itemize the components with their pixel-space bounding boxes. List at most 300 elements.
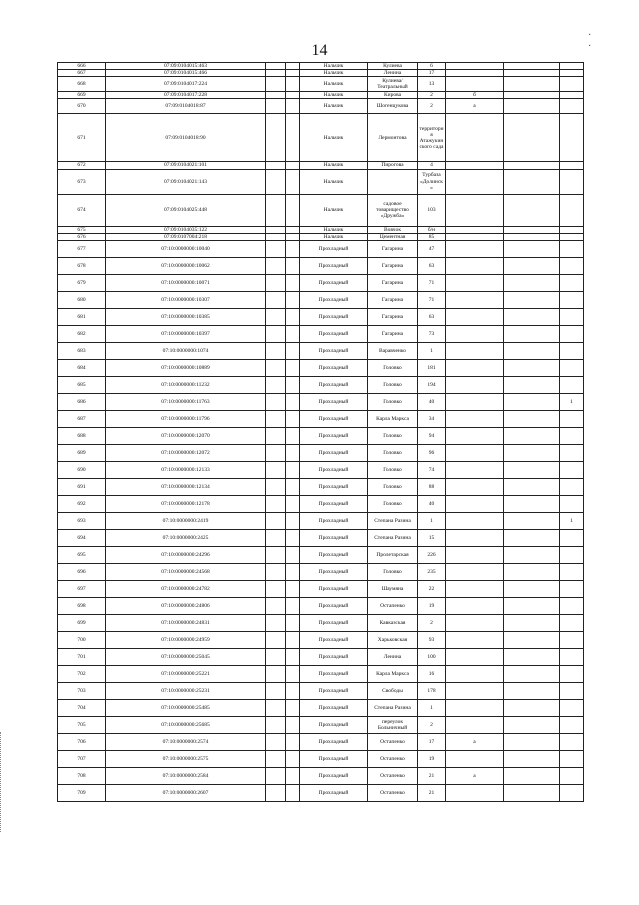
empty-cell: [266, 529, 286, 546]
house-number-cell: 63: [418, 308, 446, 325]
locality-cell: Нальчик: [300, 169, 368, 194]
street-cell: Гагарина: [368, 257, 418, 274]
extra-cell: [504, 546, 560, 563]
cadastral-number: 07:09:0104017:228: [106, 92, 266, 99]
cadastral-number: 07:10:0000000:24806: [106, 597, 266, 614]
extra-cell: [504, 648, 560, 665]
extra-cell: [504, 767, 560, 784]
row-number: 707: [58, 750, 106, 767]
table-row: [58, 597, 584, 614]
apartment-cell: [560, 495, 584, 512]
table-row: [58, 427, 584, 444]
empty-cell: [286, 512, 300, 529]
extra-cell: [504, 495, 560, 512]
apartment-cell: [560, 767, 584, 784]
street-cell: Вовчок: [368, 226, 418, 233]
scan-artifact-dots: · ·: [588, 30, 612, 52]
empty-cell: [266, 631, 286, 648]
cadastral-number: 07:10:0000000:11763: [106, 393, 266, 410]
table-row: [58, 291, 584, 308]
empty-cell: [286, 495, 300, 512]
row-number: 693: [58, 512, 106, 529]
street-cell: Ленина: [368, 70, 418, 77]
table-row: [58, 77, 584, 92]
empty-cell: [286, 359, 300, 376]
empty-cell: [286, 444, 300, 461]
empty-cell: [286, 342, 300, 359]
row-number: 680: [58, 291, 106, 308]
cadastral-number: 07:09:0104035:122: [106, 226, 266, 233]
table-row: [58, 529, 584, 546]
street-cell: Головко: [368, 444, 418, 461]
locality-cell: Прохладный: [300, 716, 368, 733]
cadastral-number: 07:10:0000000:10889: [106, 359, 266, 376]
table-row: [58, 784, 584, 801]
extra-cell: [504, 478, 560, 495]
table-row: [58, 716, 584, 733]
locality-cell: Прохладный: [300, 308, 368, 325]
apartment-cell: [560, 410, 584, 427]
empty-cell: [286, 274, 300, 291]
empty-cell: [286, 70, 300, 77]
house-number-cell: территория Атажукинского сада: [418, 114, 446, 162]
empty-cell: [266, 750, 286, 767]
apartment-cell: [560, 546, 584, 563]
apartment-cell: [560, 563, 584, 580]
extra-cell: [504, 99, 560, 114]
locality-cell: Прохладный: [300, 512, 368, 529]
apartment-cell: [560, 682, 584, 699]
locality-cell: Нальчик: [300, 226, 368, 233]
street-cell: Степана Разина: [368, 529, 418, 546]
table-row: [58, 99, 584, 114]
apartment-cell: [560, 70, 584, 77]
empty-cell: [266, 427, 286, 444]
street-cell: переулок Больничный: [368, 716, 418, 733]
extra-cell: [504, 162, 560, 169]
extra-cell: [504, 77, 560, 92]
cadastral-number: 07:09:0104015:466: [106, 70, 266, 77]
empty-cell: [266, 63, 286, 70]
house-number-cell: 16: [418, 665, 446, 682]
empty-cell: [286, 308, 300, 325]
letter-cell: [446, 325, 504, 342]
table-row: [58, 393, 584, 410]
locality-cell: Прохладный: [300, 563, 368, 580]
letter-cell: [446, 665, 504, 682]
locality-cell: Прохладный: [300, 529, 368, 546]
locality-cell: Нальчик: [300, 77, 368, 92]
locality-cell: Нальчик: [300, 233, 368, 240]
empty-cell: [286, 461, 300, 478]
extra-cell: [504, 699, 560, 716]
registry-rows: [58, 63, 584, 802]
letter-cell: [446, 512, 504, 529]
house-number-cell: 74: [418, 461, 446, 478]
cadastral-number: 07:10:0000000:2419: [106, 512, 266, 529]
table-row: [58, 376, 584, 393]
cadastral-number: 07:10:0000000:24959: [106, 631, 266, 648]
apartment-cell: [560, 648, 584, 665]
extra-cell: [504, 70, 560, 77]
extra-cell: [504, 257, 560, 274]
empty-cell: [266, 226, 286, 233]
extra-cell: [504, 427, 560, 444]
letter-cell: [446, 393, 504, 410]
house-number-cell: 100: [418, 648, 446, 665]
apartment-cell: [560, 99, 584, 114]
cadastral-number: 07:10:0000000:24296: [106, 546, 266, 563]
row-number: 682: [58, 325, 106, 342]
letter-cell: [446, 444, 504, 461]
cadastral-number: 07:10:0000000:2607: [106, 784, 266, 801]
row-number: 683: [58, 342, 106, 359]
empty-cell: [266, 444, 286, 461]
table-row: [58, 495, 584, 512]
street-cell: Головко: [368, 393, 418, 410]
extra-cell: [504, 682, 560, 699]
cadastral-number: 07:09:0104017:224: [106, 77, 266, 92]
empty-cell: [266, 194, 286, 226]
house-number-cell: 21: [418, 767, 446, 784]
house-number-cell: 17: [418, 733, 446, 750]
locality-cell: Прохладный: [300, 342, 368, 359]
cadastral-number: 07:10:0000000:10397: [106, 325, 266, 342]
extra-cell: [504, 359, 560, 376]
house-number-cell: 1: [418, 512, 446, 529]
locality-cell: Нальчик: [300, 114, 368, 162]
street-cell: Шогенцукова: [368, 99, 418, 114]
street-cell: садовое товарищество «Дружба»: [368, 194, 418, 226]
house-number-cell: 103: [418, 194, 446, 226]
cadastral-number: 07:10:0000000:24831: [106, 614, 266, 631]
apartment-cell: [560, 63, 584, 70]
cadastral-number: 07:10:0000000:11796: [106, 410, 266, 427]
table-row: [58, 410, 584, 427]
locality-cell: Нальчик: [300, 63, 368, 70]
empty-cell: [266, 546, 286, 563]
table-row: [58, 114, 584, 162]
cadastral-number: 07:10:0000000:24568: [106, 563, 266, 580]
table-row: [58, 169, 584, 194]
street-cell: Пролетарская: [368, 546, 418, 563]
page-number: 14: [311, 42, 328, 59]
cadastral-number: 07:10:0000000:11232: [106, 376, 266, 393]
row-number: 690: [58, 461, 106, 478]
apartment-cell: [560, 699, 584, 716]
empty-cell: [286, 226, 300, 233]
table-row: [58, 699, 584, 716]
letter-cell: [446, 233, 504, 240]
apartment-cell: [560, 784, 584, 801]
binding-margin-mark: [0, 732, 4, 832]
apartment-cell: [560, 325, 584, 342]
row-number: 697: [58, 580, 106, 597]
empty-cell: [286, 529, 300, 546]
empty-cell: [286, 99, 300, 114]
apartment-cell: [560, 291, 584, 308]
empty-cell: [266, 478, 286, 495]
empty-cell: [286, 648, 300, 665]
row-number: 705: [58, 716, 106, 733]
table-row: [58, 342, 584, 359]
table-row: [58, 461, 584, 478]
letter-cell: [446, 461, 504, 478]
row-number: 695: [58, 546, 106, 563]
cadastral-number: 07:10:0000000:12134: [106, 478, 266, 495]
house-number-cell: 2: [418, 614, 446, 631]
empty-cell: [266, 495, 286, 512]
table-row: [58, 325, 584, 342]
table-row: [58, 240, 584, 257]
empty-cell: [286, 291, 300, 308]
extra-cell: [504, 784, 560, 801]
locality-cell: Прохладный: [300, 478, 368, 495]
apartment-cell: [560, 665, 584, 682]
cadastral-number: 07:10:0000000:10062: [106, 257, 266, 274]
empty-cell: [266, 512, 286, 529]
apartment-cell: [560, 77, 584, 92]
empty-cell: [286, 580, 300, 597]
empty-cell: [266, 274, 286, 291]
table-row: [58, 226, 584, 233]
street-cell: Остапенко: [368, 750, 418, 767]
cadastral-number: 07:10:0000000:24782: [106, 580, 266, 597]
row-number: 703: [58, 682, 106, 699]
letter-cell: [446, 529, 504, 546]
house-number-cell: 85: [418, 233, 446, 240]
apartment-cell: [560, 444, 584, 461]
cadastral-number: 07:09:0104021:143: [106, 169, 266, 194]
empty-cell: [286, 682, 300, 699]
locality-cell: Прохладный: [300, 393, 368, 410]
empty-cell: [266, 114, 286, 162]
locality-cell: Прохладный: [300, 427, 368, 444]
table-row: [58, 63, 584, 70]
extra-cell: [504, 580, 560, 597]
cadastral-number: 07:10:0000000:12133: [106, 461, 266, 478]
street-cell: Кавказская: [368, 614, 418, 631]
letter-cell: [446, 240, 504, 257]
empty-cell: [286, 563, 300, 580]
letter-cell: а: [446, 767, 504, 784]
house-number-cell: 71: [418, 291, 446, 308]
empty-cell: [266, 92, 286, 99]
letter-cell: [446, 77, 504, 92]
row-number: 708: [58, 767, 106, 784]
apartment-cell: [560, 169, 584, 194]
letter-cell: [446, 257, 504, 274]
letter-cell: [446, 614, 504, 631]
letter-cell: [446, 359, 504, 376]
cadastral-number: 07:10:0000000:10071: [106, 274, 266, 291]
empty-cell: [286, 665, 300, 682]
extra-cell: [504, 114, 560, 162]
house-number-cell: 178: [418, 682, 446, 699]
empty-cell: [286, 784, 300, 801]
locality-cell: Прохладный: [300, 240, 368, 257]
row-number: 691: [58, 478, 106, 495]
empty-cell: [266, 580, 286, 597]
empty-cell: [286, 114, 300, 162]
letter-cell: [446, 716, 504, 733]
empty-cell: [266, 77, 286, 92]
apartment-cell: [560, 376, 584, 393]
row-number: 673: [58, 169, 106, 194]
house-number-cell: 22: [418, 580, 446, 597]
house-number-cell: 93: [418, 631, 446, 648]
extra-cell: [504, 461, 560, 478]
letter-cell: [446, 226, 504, 233]
empty-cell: [266, 665, 286, 682]
table-row: [58, 563, 584, 580]
empty-cell: [286, 597, 300, 614]
apartment-cell: [560, 733, 584, 750]
apartment-cell: [560, 233, 584, 240]
row-number: 676: [58, 233, 106, 240]
apartment-cell: [560, 342, 584, 359]
street-cell: Свободы: [368, 682, 418, 699]
letter-cell: [446, 563, 504, 580]
empty-cell: [266, 308, 286, 325]
extra-cell: [504, 393, 560, 410]
house-number-cell: б/н: [418, 226, 446, 233]
extra-cell: [504, 233, 560, 240]
row-number: 699: [58, 614, 106, 631]
cadastral-number: 07:10:0000000:1074: [106, 342, 266, 359]
house-number-cell: 2: [418, 99, 446, 114]
empty-cell: [286, 699, 300, 716]
empty-cell: [266, 240, 286, 257]
extra-cell: [504, 376, 560, 393]
row-number: 684: [58, 359, 106, 376]
cadastral-number: 07:10:0000000:10385: [106, 308, 266, 325]
letter-cell: [446, 597, 504, 614]
locality-cell: Прохладный: [300, 257, 368, 274]
empty-cell: [286, 614, 300, 631]
empty-cell: [286, 410, 300, 427]
table-row: [58, 665, 584, 682]
house-number-cell: 17: [418, 70, 446, 77]
cadastral-number: 07:10:0000000:2575: [106, 750, 266, 767]
letter-cell: [446, 410, 504, 427]
table-row: [58, 274, 584, 291]
street-cell: Цементная: [368, 233, 418, 240]
apartment-cell: [560, 461, 584, 478]
row-number: 666: [58, 63, 106, 70]
house-number-cell: Турбаза «Долинск»: [418, 169, 446, 194]
row-number: 700: [58, 631, 106, 648]
extra-cell: [504, 325, 560, 342]
row-number: 687: [58, 410, 106, 427]
empty-cell: [286, 63, 300, 70]
street-cell: Шаумяна: [368, 580, 418, 597]
letter-cell: [446, 580, 504, 597]
locality-cell: Прохладный: [300, 614, 368, 631]
cadastral-number: 07:10:0000000:12178: [106, 495, 266, 512]
cadastral-number: 07:09:0107004:218: [106, 233, 266, 240]
street-cell: Остапенко: [368, 597, 418, 614]
empty-cell: [286, 767, 300, 784]
table-row: [58, 444, 584, 461]
street-cell: [368, 169, 418, 194]
table-row: [58, 92, 584, 99]
letter-cell: [446, 70, 504, 77]
cadastral-number: 07:10:0000000:25221: [106, 665, 266, 682]
cadastral-number: 07:10:0000000:10040: [106, 240, 266, 257]
street-cell: Гагарина: [368, 240, 418, 257]
house-number-cell: 94: [418, 427, 446, 444]
cadastral-number: 07:09:0104015:463: [106, 63, 266, 70]
locality-cell: Прохладный: [300, 461, 368, 478]
street-cell: Головко: [368, 563, 418, 580]
locality-cell: Прохладный: [300, 750, 368, 767]
row-number: 709: [58, 784, 106, 801]
empty-cell: [266, 162, 286, 169]
locality-cell: Прохладный: [300, 376, 368, 393]
extra-cell: [504, 597, 560, 614]
street-cell: Пирогова: [368, 162, 418, 169]
empty-cell: [286, 478, 300, 495]
house-number-cell: 19: [418, 750, 446, 767]
row-number: 685: [58, 376, 106, 393]
house-number-cell: 2: [418, 92, 446, 99]
letter-cell: [446, 274, 504, 291]
locality-cell: Прохладный: [300, 359, 368, 376]
letter-cell: [446, 342, 504, 359]
table-row: [58, 478, 584, 495]
table-row: [58, 70, 584, 77]
row-number: 688: [58, 427, 106, 444]
table-row: [58, 733, 584, 750]
house-number-cell: 226: [418, 546, 446, 563]
locality-cell: Прохладный: [300, 597, 368, 614]
apartment-cell: [560, 226, 584, 233]
letter-cell: а: [446, 99, 504, 114]
empty-cell: [266, 291, 286, 308]
street-cell: Головко: [368, 359, 418, 376]
empty-cell: [266, 376, 286, 393]
cadastral-number: 07:10:0000000:12070: [106, 427, 266, 444]
extra-cell: [504, 226, 560, 233]
empty-cell: [286, 77, 300, 92]
locality-cell: Прохладный: [300, 274, 368, 291]
letter-cell: [446, 631, 504, 648]
locality-cell: Прохладный: [300, 444, 368, 461]
house-number-cell: 6: [418, 63, 446, 70]
apartment-cell: [560, 114, 584, 162]
street-cell: Лермонтова: [368, 114, 418, 162]
table-row: [58, 648, 584, 665]
cadastral-number: 07:10:0000000:25231: [106, 682, 266, 699]
table-row: [58, 257, 584, 274]
registry-table: [57, 62, 584, 802]
locality-cell: Нальчик: [300, 92, 368, 99]
cadastral-number: 07:10:0000000:25685: [106, 716, 266, 733]
street-cell: Варавченко: [368, 342, 418, 359]
apartment-cell: [560, 631, 584, 648]
table-row: [58, 162, 584, 169]
house-number-cell: 4: [418, 162, 446, 169]
extra-cell: [504, 614, 560, 631]
row-number: 675: [58, 226, 106, 233]
table-row: [58, 233, 584, 240]
apartment-cell: [560, 359, 584, 376]
street-cell: Гагарина: [368, 274, 418, 291]
table-row: [58, 580, 584, 597]
extra-cell: [504, 529, 560, 546]
letter-cell: [446, 699, 504, 716]
